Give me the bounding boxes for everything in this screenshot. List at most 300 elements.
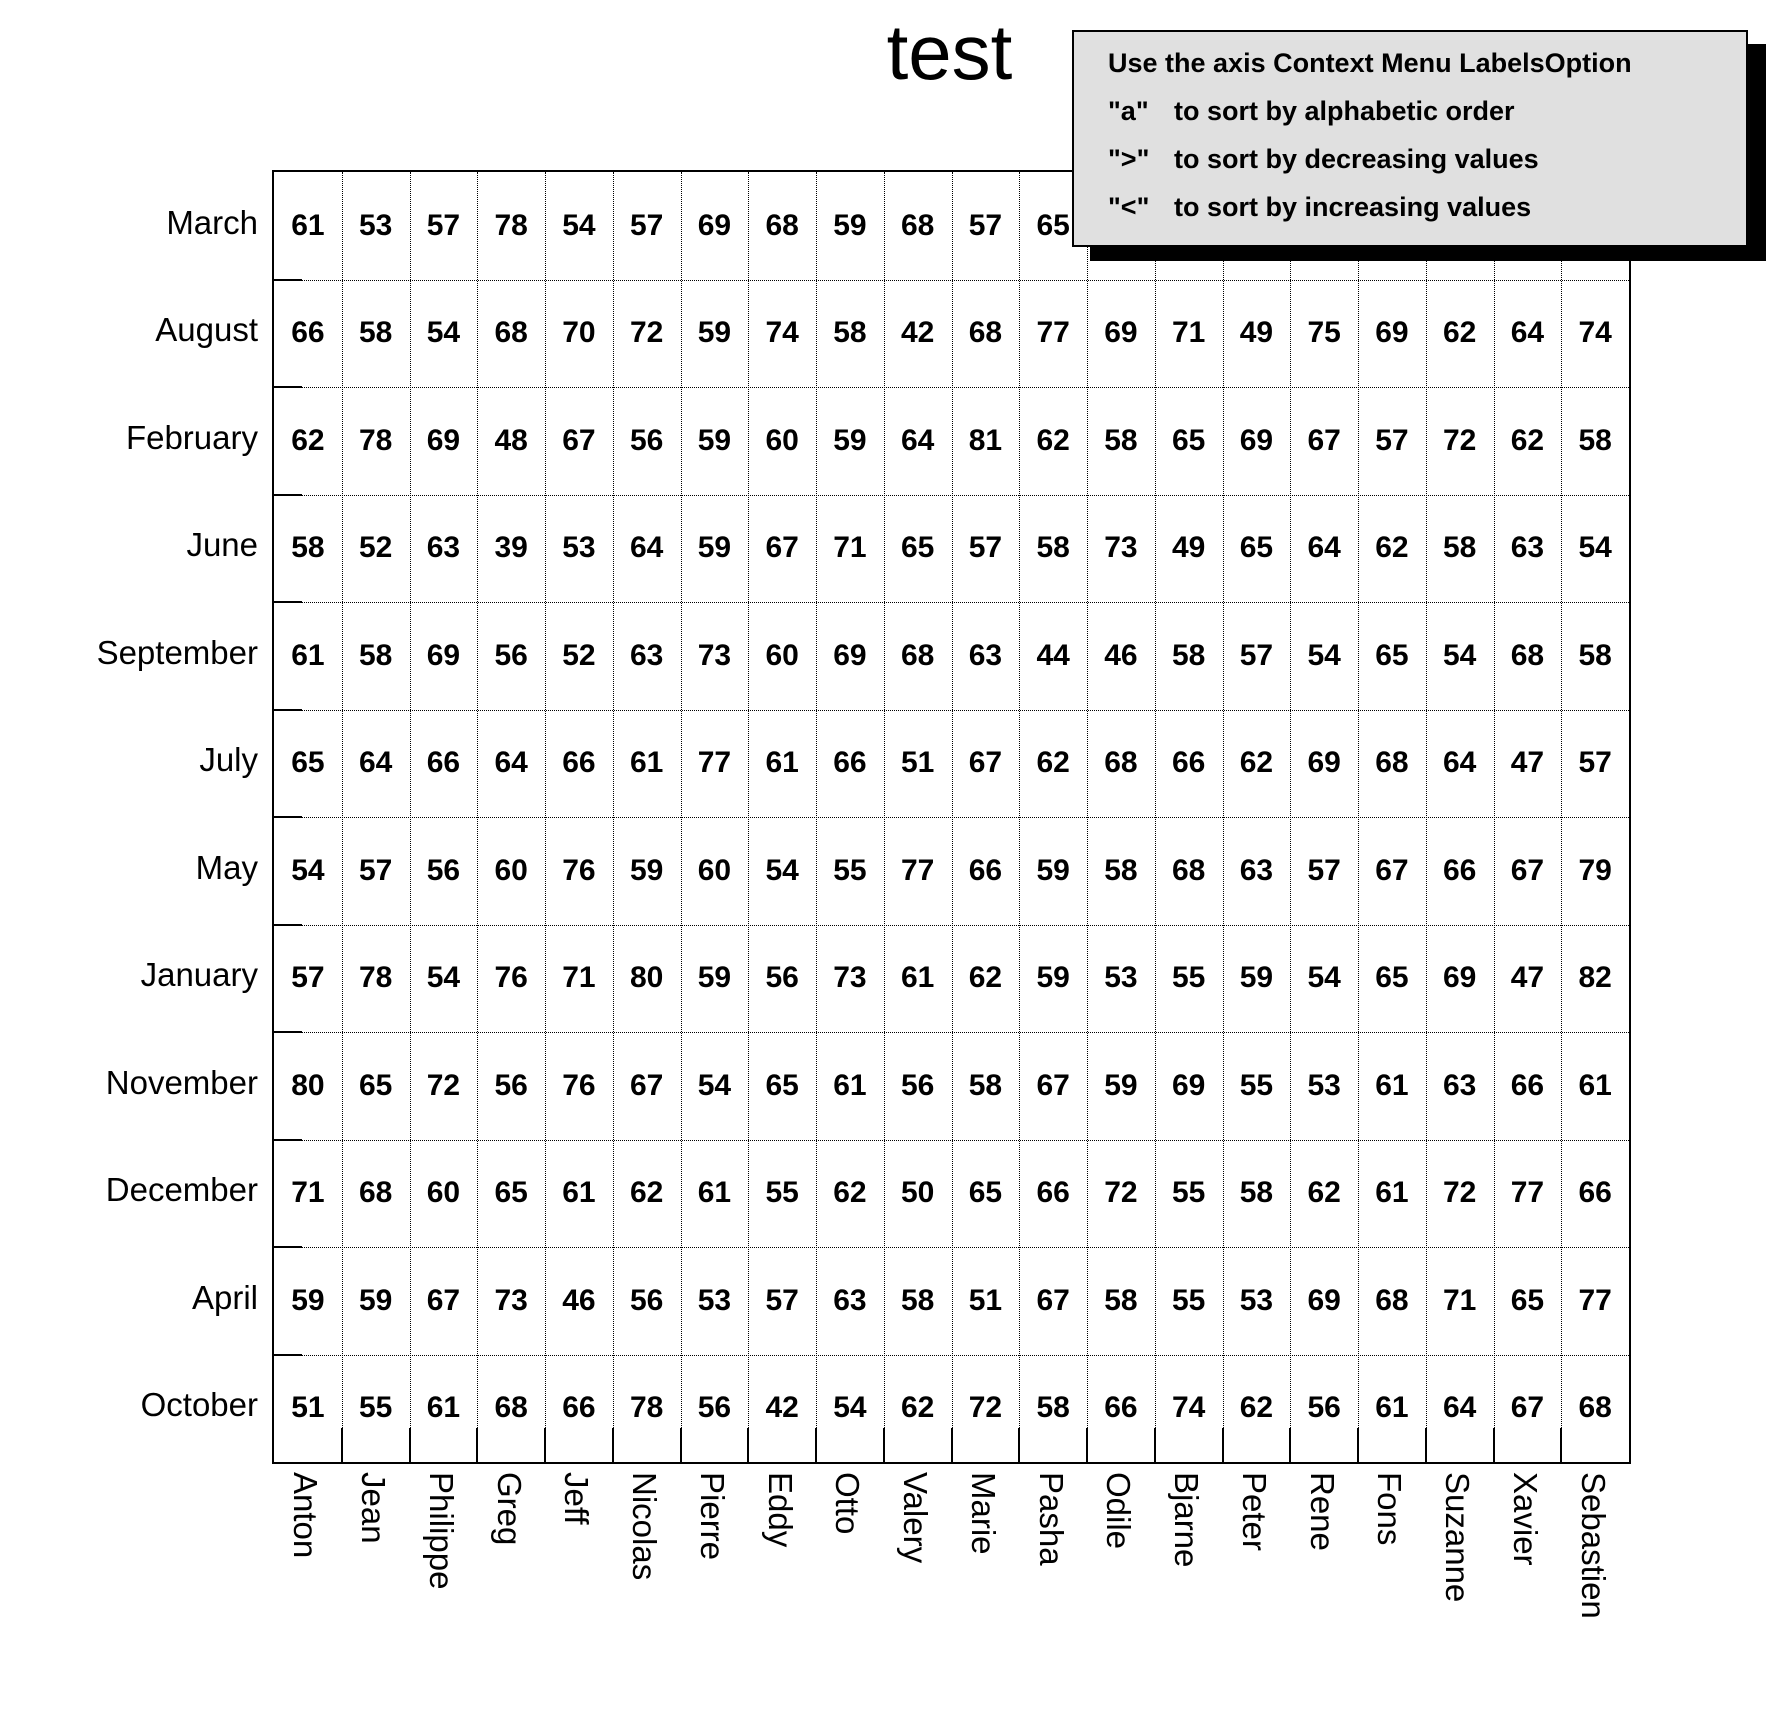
cell-value: 62 xyxy=(1036,423,1070,457)
cell-value: 57 xyxy=(358,853,393,887)
cell-value: 67 xyxy=(426,1283,461,1317)
cell-value: 73 xyxy=(494,1283,528,1317)
cell-value: 54 xyxy=(562,208,596,242)
x-axis-label[interactable]: Peter xyxy=(1235,1472,1273,1551)
cell-value: 52 xyxy=(562,638,596,672)
cell-value: 58 xyxy=(900,1283,935,1317)
x-axis-tick xyxy=(612,1428,614,1462)
y-axis-tick xyxy=(274,279,302,281)
cell-value: 74 xyxy=(765,316,799,350)
cell-value: 66 xyxy=(1171,746,1206,780)
cell-value: 77 xyxy=(900,853,935,887)
cell-value: 56 xyxy=(900,1068,935,1102)
cell-value: 61 xyxy=(1578,1068,1612,1102)
cell-value: 61 xyxy=(562,1176,596,1210)
cell-value: 62 xyxy=(1442,316,1477,350)
cell-value: 74 xyxy=(1578,316,1612,350)
cell-value: 60 xyxy=(494,853,528,887)
cell-value: 55 xyxy=(1171,1176,1206,1210)
cell-value: 66 xyxy=(562,746,596,780)
y-axis-tick xyxy=(274,494,302,496)
cell-value: 63 xyxy=(968,638,1003,672)
cell-value: 54 xyxy=(1578,531,1612,565)
y-axis-label[interactable]: September xyxy=(96,633,258,671)
cell-value: 68 xyxy=(494,1391,528,1425)
cell-value: 57 xyxy=(968,531,1003,565)
chart-title: test xyxy=(886,8,1013,96)
cell-value: 70 xyxy=(562,316,596,350)
cell-value: 68 xyxy=(358,1176,393,1210)
cell-value: 67 xyxy=(968,746,1003,780)
option-key: ">" xyxy=(1108,144,1150,174)
info-box-header: Use the axis Context Menu LabelsOption xyxy=(1108,48,1632,78)
cell-value: 63 xyxy=(1239,853,1274,887)
cell-value: 67 xyxy=(1375,853,1409,887)
y-axis-label[interactable]: July xyxy=(199,741,258,779)
cell-value: 58 xyxy=(1104,423,1138,457)
grid-line-horizontal xyxy=(274,710,1629,711)
cell-value: 57 xyxy=(968,208,1003,242)
cell-value: 59 xyxy=(1036,961,1070,995)
cell-value: 68 xyxy=(968,316,1003,350)
x-axis-tick xyxy=(341,1428,343,1462)
cell-value: 55 xyxy=(358,1391,393,1425)
cell-value: 73 xyxy=(1104,531,1138,565)
cell-value: 51 xyxy=(968,1283,1003,1317)
cell-value: 67 xyxy=(562,423,596,457)
cell-value: 54 xyxy=(1307,638,1341,672)
cell-value: 42 xyxy=(765,1391,799,1425)
grid-line-horizontal xyxy=(274,387,1629,388)
cell-value: 69 xyxy=(833,638,867,672)
y-axis-label[interactable]: February xyxy=(125,418,258,456)
option-key: "a" xyxy=(1108,96,1149,126)
x-axis-label[interactable]: Xavier xyxy=(1506,1472,1544,1566)
cell-value: 58 xyxy=(1239,1176,1274,1210)
x-axis-label[interactable]: Valery xyxy=(897,1472,935,1564)
cell-value: 60 xyxy=(697,853,732,887)
x-axis-tick xyxy=(1018,1428,1020,1462)
cell-value: 65 xyxy=(1375,961,1409,995)
x-axis-tick xyxy=(1560,1428,1562,1462)
cell-value: 66 xyxy=(1104,1391,1138,1425)
cell-value: 63 xyxy=(629,638,664,672)
cell-value: 47 xyxy=(1510,746,1545,780)
cell-value: 77 xyxy=(1036,316,1070,350)
cell-value: 54 xyxy=(426,961,461,995)
cell-value: 58 xyxy=(1104,853,1138,887)
grid-line-horizontal xyxy=(274,280,1629,281)
cell-value: 60 xyxy=(426,1176,461,1210)
cell-value: 61 xyxy=(900,961,935,995)
cell-value: 58 xyxy=(1036,1391,1070,1425)
y-axis-tick xyxy=(274,1354,302,1356)
cell-value: 66 xyxy=(291,316,325,350)
cell-value: 61 xyxy=(1375,1391,1409,1425)
cell-value: 68 xyxy=(900,208,935,242)
cell-value: 39 xyxy=(494,531,528,565)
y-axis-label[interactable]: August xyxy=(155,311,258,349)
cell-value: 58 xyxy=(1578,423,1612,457)
cell-value: 62 xyxy=(291,423,325,457)
cell-value: 80 xyxy=(291,1068,325,1102)
cell-value: 62 xyxy=(1307,1176,1341,1210)
cell-value: 53 xyxy=(358,208,393,242)
cell-value: 76 xyxy=(562,853,596,887)
grid-line-horizontal xyxy=(274,817,1629,818)
cell-value: 59 xyxy=(1239,961,1274,995)
cell-value: 68 xyxy=(1375,746,1409,780)
cell-value: 58 xyxy=(833,316,867,350)
cell-value: 65 xyxy=(1510,1283,1545,1317)
grid-line-horizontal xyxy=(274,1140,1629,1141)
x-axis-tick xyxy=(1154,1428,1156,1462)
cell-value: 72 xyxy=(1104,1176,1138,1210)
x-axis-tick xyxy=(1357,1428,1359,1462)
cell-value: 59 xyxy=(697,316,732,350)
x-axis-tick xyxy=(1289,1428,1291,1462)
cell-value: 64 xyxy=(494,746,528,780)
cell-value: 60 xyxy=(765,423,799,457)
cell-value: 56 xyxy=(629,423,664,457)
cell-value: 54 xyxy=(291,853,325,887)
x-axis-tick xyxy=(476,1428,478,1462)
cell-value: 81 xyxy=(968,423,1003,457)
cell-value: 69 xyxy=(1239,423,1274,457)
cell-value: 64 xyxy=(1442,1391,1477,1425)
cell-value: 71 xyxy=(1171,316,1206,350)
cell-value: 57 xyxy=(765,1283,799,1317)
cell-value: 62 xyxy=(1036,746,1070,780)
cell-value: 66 xyxy=(426,746,461,780)
grid-line-horizontal xyxy=(274,925,1629,926)
x-axis-label[interactable]: Jeff xyxy=(558,1472,596,1525)
cell-value: 73 xyxy=(697,638,732,672)
cell-value: 58 xyxy=(358,638,393,672)
cell-value: 56 xyxy=(426,853,461,887)
cell-value: 62 xyxy=(629,1176,664,1210)
cell-value: 47 xyxy=(1510,961,1545,995)
x-axis-label[interactable]: Bjarne xyxy=(1168,1472,1206,1568)
x-axis-tick xyxy=(680,1428,682,1462)
cell-value: 57 xyxy=(1239,638,1274,672)
cell-value: 58 xyxy=(1036,531,1070,565)
x-axis-label[interactable]: Pasha xyxy=(1032,1472,1070,1566)
cell-value: 62 xyxy=(968,961,1003,995)
cell-value: 69 xyxy=(1104,316,1138,350)
cell-value: 62 xyxy=(1375,531,1409,565)
grid-line-horizontal xyxy=(274,602,1629,603)
cell-value: 64 xyxy=(1442,746,1477,780)
cell-value: 61 xyxy=(765,746,799,780)
cell-value: 53 xyxy=(1239,1283,1274,1317)
x-axis-label[interactable]: Greg xyxy=(490,1472,528,1546)
cell-value: 48 xyxy=(494,423,528,457)
cell-value: 62 xyxy=(1239,1391,1274,1425)
cell-value: 53 xyxy=(697,1283,732,1317)
cell-value: 42 xyxy=(900,316,935,350)
cell-value: 67 xyxy=(1307,423,1341,457)
cell-value: 59 xyxy=(697,423,732,457)
x-axis-label[interactable]: Suzanne xyxy=(1439,1472,1477,1603)
cell-value: 77 xyxy=(1510,1176,1545,1210)
x-axis-tick xyxy=(1086,1428,1088,1462)
cell-value: 44 xyxy=(1036,638,1070,672)
cell-value: 56 xyxy=(697,1391,732,1425)
cell-value: 59 xyxy=(1104,1068,1138,1102)
cell-value: 69 xyxy=(1307,1283,1341,1317)
y-axis-label[interactable]: March xyxy=(166,203,258,241)
y-axis-tick xyxy=(274,924,302,926)
y-axis-label[interactable]: November xyxy=(105,1063,258,1101)
cell-value: 69 xyxy=(426,638,461,672)
cell-value: 53 xyxy=(1307,1068,1341,1102)
option-desc: to sort by decreasing values xyxy=(1174,144,1539,174)
cell-value: 61 xyxy=(697,1176,732,1210)
x-axis-tick xyxy=(1493,1428,1495,1462)
option-key: "<" xyxy=(1108,192,1150,222)
cell-value: 61 xyxy=(1375,1176,1409,1210)
cell-value: 69 xyxy=(1375,316,1409,350)
plot-area xyxy=(272,170,1631,1464)
x-axis-tick xyxy=(883,1428,885,1462)
grid-line-horizontal xyxy=(274,495,1629,496)
cell-value: 69 xyxy=(697,208,732,242)
cell-value: 78 xyxy=(494,208,528,242)
cell-value: 67 xyxy=(1036,1283,1070,1317)
x-axis-label[interactable]: Fons xyxy=(1371,1472,1409,1546)
cell-value: 66 xyxy=(1036,1176,1070,1210)
x-axis-tick xyxy=(1222,1428,1224,1462)
cell-value: 69 xyxy=(1307,746,1341,780)
y-axis-label[interactable]: April xyxy=(191,1278,258,1316)
cell-value: 59 xyxy=(291,1283,325,1317)
x-axis-label[interactable]: Otto xyxy=(829,1472,867,1535)
cell-value: 57 xyxy=(629,208,664,242)
cell-value: 74 xyxy=(1171,1391,1206,1425)
cell-value: 77 xyxy=(697,746,732,780)
cell-value: 68 xyxy=(1104,746,1138,780)
cell-value: 57 xyxy=(426,208,461,242)
cell-value: 56 xyxy=(1307,1391,1341,1425)
cell-value: 65 xyxy=(1171,423,1206,457)
cell-value: 54 xyxy=(765,853,799,887)
x-axis-tick xyxy=(951,1428,953,1462)
y-axis-tick xyxy=(274,386,302,388)
cell-value: 71 xyxy=(291,1176,325,1210)
cell-value: 67 xyxy=(1036,1068,1070,1102)
y-axis-tick xyxy=(274,1031,302,1033)
cell-value: 56 xyxy=(494,1068,528,1102)
cell-value: 52 xyxy=(358,531,393,565)
x-axis-label[interactable]: Pierre xyxy=(693,1472,731,1561)
x-axis-tick xyxy=(815,1428,817,1462)
cell-value: 68 xyxy=(1578,1391,1612,1425)
cell-value: 56 xyxy=(494,638,528,672)
cell-value: 55 xyxy=(765,1176,799,1210)
cell-value: 53 xyxy=(1104,961,1138,995)
cell-value: 61 xyxy=(833,1068,867,1102)
cell-value: 56 xyxy=(765,961,799,995)
cell-value: 59 xyxy=(629,853,664,887)
cell-value: 73 xyxy=(833,961,867,995)
cell-value: 68 xyxy=(494,316,528,350)
cell-value: 56 xyxy=(629,1283,664,1317)
cell-value: 59 xyxy=(833,208,867,242)
cell-value: 64 xyxy=(1307,531,1341,565)
y-axis-label[interactable]: May xyxy=(195,848,258,886)
cell-value: 59 xyxy=(833,423,867,457)
cell-value: 65 xyxy=(968,1176,1003,1210)
cell-value: 58 xyxy=(358,316,393,350)
y-axis-label[interactable]: June xyxy=(186,526,258,564)
cell-value: 72 xyxy=(1442,1176,1477,1210)
cell-value: 78 xyxy=(358,961,393,995)
y-axis-label[interactable]: December xyxy=(105,1171,258,1209)
y-axis-tick xyxy=(274,709,302,711)
y-axis-label[interactable]: January xyxy=(140,956,258,994)
cell-value: 51 xyxy=(900,746,935,780)
cell-value: 61 xyxy=(426,1391,461,1425)
cell-value: 80 xyxy=(629,961,664,995)
cell-value: 64 xyxy=(358,746,393,780)
cell-value: 82 xyxy=(1578,961,1612,995)
cell-value: 58 xyxy=(291,531,325,565)
cell-value: 69 xyxy=(1171,1068,1206,1102)
cell-value: 46 xyxy=(1104,638,1138,672)
cell-value: 54 xyxy=(833,1391,867,1425)
cell-value: 61 xyxy=(629,746,664,780)
cell-value: 66 xyxy=(562,1391,596,1425)
cell-value: 65 xyxy=(1036,208,1070,242)
cell-value: 58 xyxy=(968,1068,1003,1102)
cell-value: 62 xyxy=(833,1176,867,1210)
cell-value: 61 xyxy=(291,208,325,242)
cell-value: 66 xyxy=(833,746,867,780)
cell-value: 77 xyxy=(1578,1283,1612,1317)
cell-value: 65 xyxy=(1239,531,1274,565)
cell-value: 64 xyxy=(629,531,664,565)
cell-value: 72 xyxy=(426,1068,461,1102)
cell-value: 67 xyxy=(765,531,799,565)
cell-value: 76 xyxy=(494,961,528,995)
x-axis-label[interactable]: Philippe xyxy=(422,1472,460,1590)
grid-line-horizontal xyxy=(274,1032,1629,1033)
x-axis-label[interactable]: Jean xyxy=(355,1472,393,1544)
grid-line-horizontal xyxy=(274,1355,1629,1356)
y-axis-label[interactable]: October xyxy=(140,1386,258,1424)
x-axis-label[interactable]: Rene xyxy=(1303,1472,1341,1551)
y-axis-tick xyxy=(274,601,302,603)
cell-value: 63 xyxy=(1510,531,1545,565)
cell-value: 69 xyxy=(1442,961,1477,995)
cell-value: 66 xyxy=(1578,1176,1612,1210)
y-axis-tick xyxy=(274,816,302,818)
cell-value: 65 xyxy=(494,1176,528,1210)
cell-value: 65 xyxy=(291,746,325,780)
cell-value: 65 xyxy=(765,1068,799,1102)
grid-line-horizontal xyxy=(274,1247,1629,1248)
cell-value: 54 xyxy=(697,1068,732,1102)
cell-value: 55 xyxy=(1239,1068,1274,1102)
cell-value: 60 xyxy=(765,638,799,672)
x-axis-label[interactable]: Eddy xyxy=(761,1472,799,1548)
x-axis-label[interactable]: Nicolas xyxy=(626,1472,664,1581)
cell-value: 59 xyxy=(697,531,732,565)
cell-value: 68 xyxy=(900,638,935,672)
x-axis-label[interactable]: Sebastien xyxy=(1574,1472,1612,1619)
cell-value: 59 xyxy=(1036,853,1070,887)
cell-value: 57 xyxy=(1375,423,1409,457)
cell-value: 63 xyxy=(426,531,461,565)
cell-value: 68 xyxy=(1171,853,1206,887)
cell-value: 58 xyxy=(1104,1283,1138,1317)
cell-value: 55 xyxy=(1171,961,1206,995)
x-axis-tick xyxy=(409,1428,411,1462)
cell-value: 66 xyxy=(1510,1068,1545,1102)
cell-value: 54 xyxy=(426,316,461,350)
cell-value: 67 xyxy=(1510,1391,1545,1425)
cell-value: 62 xyxy=(1510,423,1545,457)
cell-value: 61 xyxy=(291,638,325,672)
option-desc: to sort by increasing values xyxy=(1174,192,1532,222)
cell-value: 67 xyxy=(1510,853,1545,887)
y-axis-tick xyxy=(274,1139,302,1141)
cell-value: 72 xyxy=(629,316,664,350)
cell-value: 58 xyxy=(1171,638,1206,672)
x-axis-label[interactable]: Odile xyxy=(1100,1472,1138,1550)
cell-value: 57 xyxy=(1578,746,1612,780)
cell-value: 68 xyxy=(1510,638,1545,672)
cell-value: 69 xyxy=(426,423,461,457)
cell-value: 66 xyxy=(1442,853,1477,887)
cell-value: 53 xyxy=(562,531,596,565)
cell-value: 51 xyxy=(291,1391,325,1425)
cell-value: 62 xyxy=(900,1391,935,1425)
cell-value: 64 xyxy=(900,423,935,457)
info-box-option-decreasing xyxy=(1108,144,1724,175)
cell-value: 65 xyxy=(358,1068,393,1102)
cell-value: 57 xyxy=(291,961,325,995)
x-axis-label[interactable]: Anton xyxy=(287,1472,325,1559)
cell-value: 63 xyxy=(833,1283,867,1317)
cell-value: 76 xyxy=(562,1068,596,1102)
cell-value: 55 xyxy=(833,853,867,887)
cell-value: 65 xyxy=(900,531,935,565)
cell-value: 58 xyxy=(1578,638,1612,672)
cell-value: 49 xyxy=(1171,531,1206,565)
cell-value: 55 xyxy=(1171,1283,1206,1317)
cell-value: 49 xyxy=(1239,316,1274,350)
x-axis-label[interactable]: Marie xyxy=(964,1472,1002,1555)
cell-value: 75 xyxy=(1307,316,1341,350)
cell-value: 62 xyxy=(1239,746,1274,780)
info-box-option-alphabetic xyxy=(1108,96,1724,127)
cell-value: 79 xyxy=(1578,853,1612,887)
cell-value: 57 xyxy=(1307,853,1341,887)
cell-value: 68 xyxy=(765,208,799,242)
x-axis-tick xyxy=(1425,1428,1427,1462)
cell-value: 50 xyxy=(900,1176,935,1210)
y-axis-tick xyxy=(274,1246,302,1248)
cell-value: 71 xyxy=(562,961,596,995)
cell-value: 64 xyxy=(1510,316,1545,350)
cell-value: 63 xyxy=(1442,1068,1477,1102)
option-desc: to sort by alphabetic order xyxy=(1174,96,1515,126)
cell-value: 54 xyxy=(1307,961,1341,995)
x-axis-tick xyxy=(544,1428,546,1462)
info-box-option-increasing xyxy=(1108,192,1724,223)
